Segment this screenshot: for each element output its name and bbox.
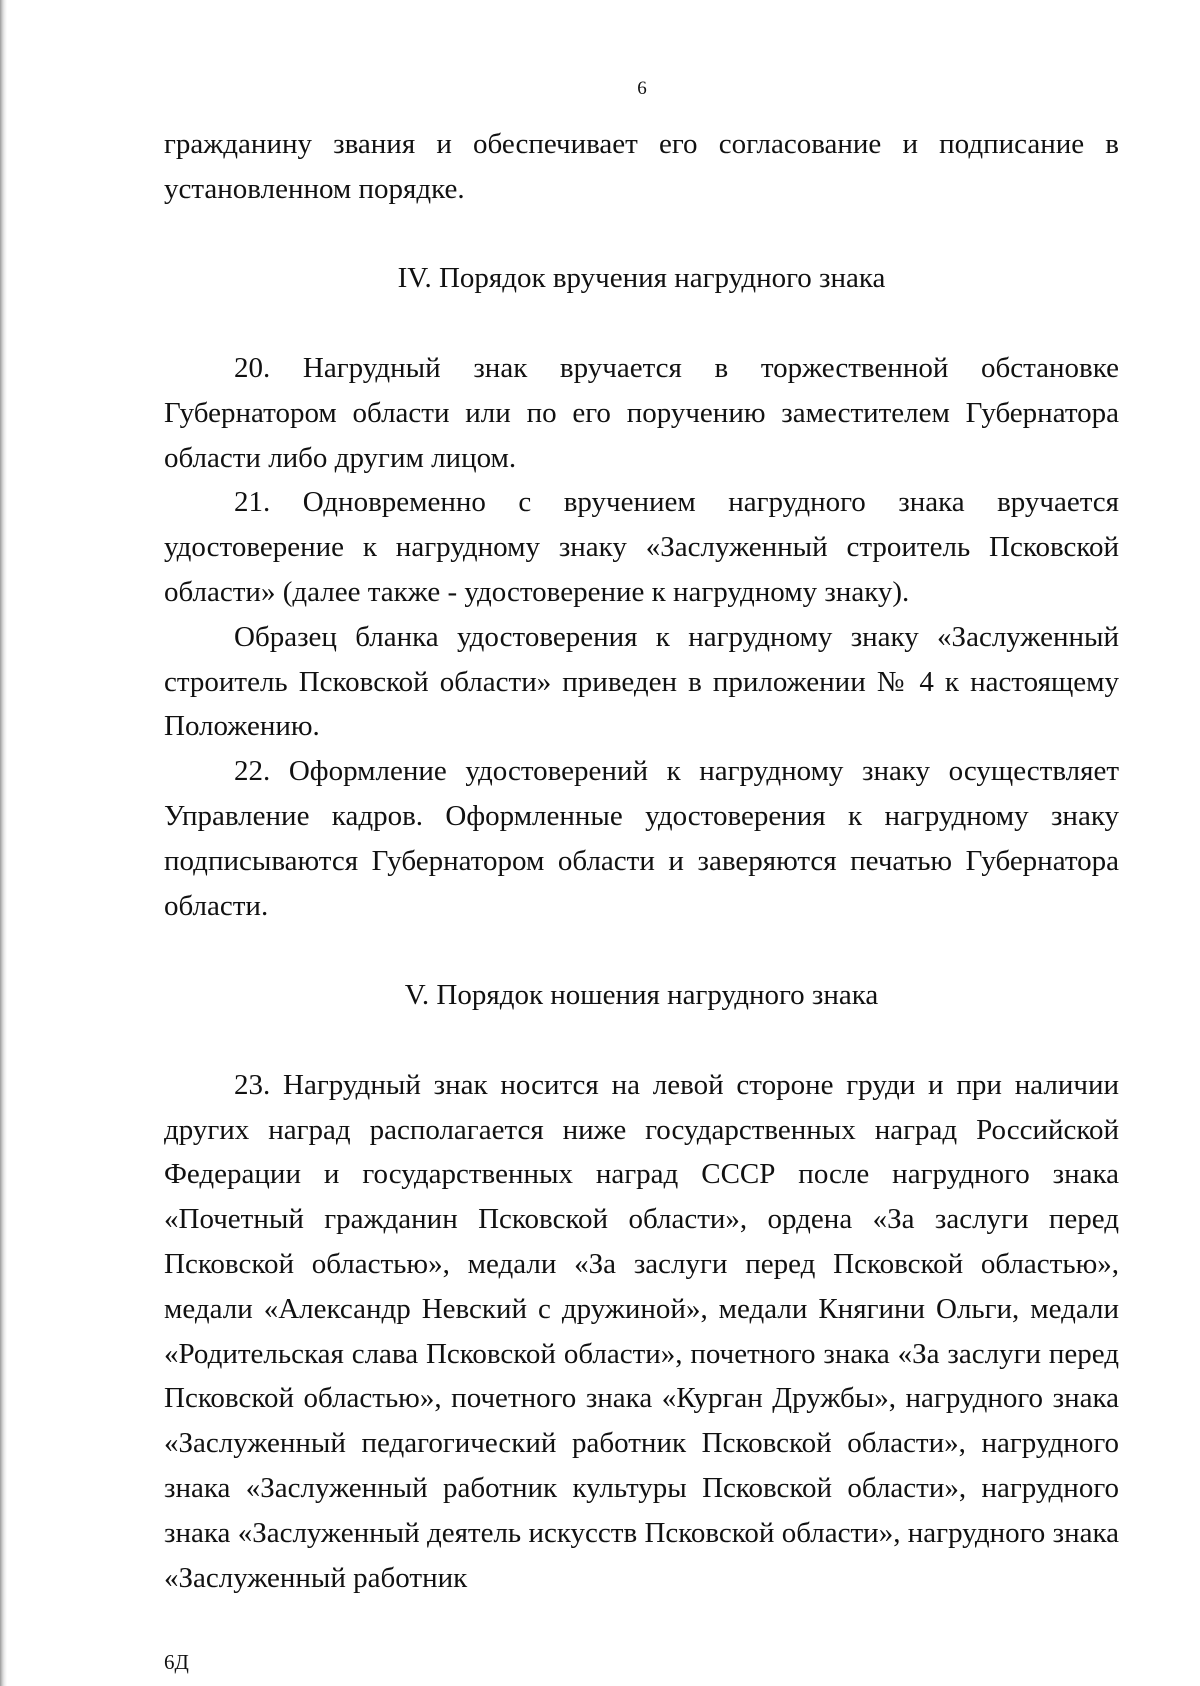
paragraph-23: 23. Нагрудный знак носится на левой стороне груди и при наличии других наград располагается ниже государственных наград Российской Федерации и государственных наград СССР после нагрудного знака «Почетный гражданин Псковской области», ордена «За заслуги перед Псковской областью», медали «За заслуги перед Псковской областью», медали «Александр Невский с дружиной», медали Княгини Ольги, медали «Родительская слава Псковской области», почетного знака «За заслуги перед Псковской областью», почетного знака «Курган Дружбы», нагрудного знака «Заслуженный педагогический работник Псковской области», нагрудного знака «Заслуженный работник культуры Псковской области», нагрудного знака «Заслуженный деятель искусств Псковской области», нагрудного знака «Заслуженный работник [164, 1068, 1119, 1594]
intro-paragraph: гражданину звания и обеспечивает его согласование и подписание в установленном порядке. [164, 128, 1119, 205]
section-heading-iv: IV. Порядок вручения нагрудного знака [397, 262, 886, 295]
paragraph-21: 21. Одновременно с вручением нагрудного знака вручается удостоверение к нагрудному знаку «Заслуженный строитель Псковской области» (далее также - удостоверение к нагрудному знаку). [164, 486, 1119, 608]
scan-edge-shadow [0, 0, 7, 1686]
page-number: 6 [637, 78, 647, 99]
footer-code: 6Д [164, 1650, 189, 1674]
paragraph-sample-form: Образец бланка удостоверения к нагрудному знаку «Заслуженный строитель Псковской области» приведен в приложении № 4 к настоящему Положению. [164, 620, 1119, 743]
spacer [164, 301, 1119, 346]
section-heading-v: V. Порядок ношения нагрудного знака [404, 979, 879, 1012]
document-body [164, 122, 1119, 1600]
paragraph-22: 22. Оформление удостоверений к нагрудному знаку осуществляет Управление кадров. Оформленные удостоверения к нагрудному знаку подписываются Губернатором области и заверяются печатью Губернатора области. [164, 755, 1119, 922]
spacer [164, 212, 1119, 257]
paragraph-20: 20. Нагрудный знак вручается в торжественной обстановке Губернатором области или по его поручению заместителем Губернатора области либо другим лицом. [164, 351, 1119, 474]
spacer [164, 1018, 1119, 1063]
spacer [164, 928, 1119, 973]
